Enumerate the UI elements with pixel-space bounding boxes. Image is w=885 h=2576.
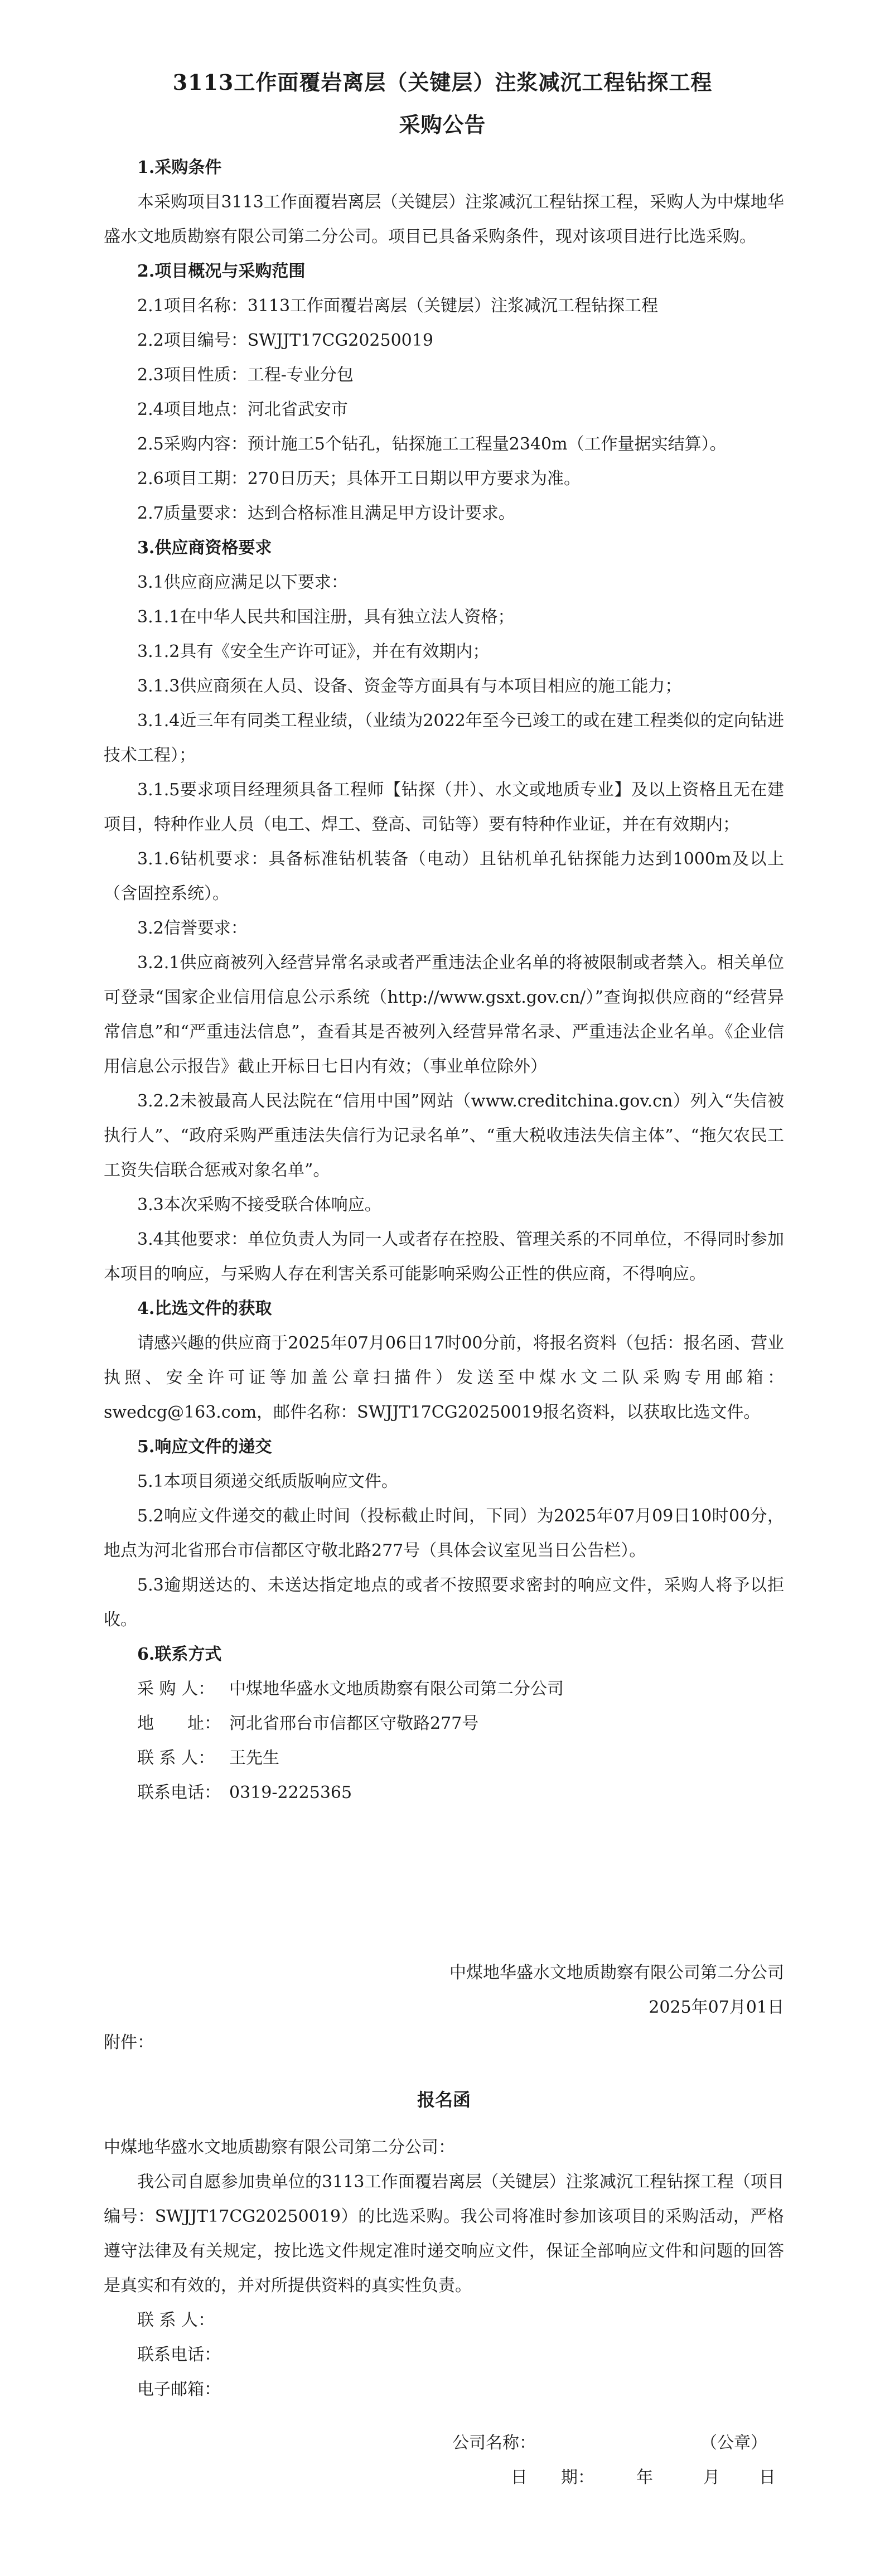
section-1-body: 本采购项目3113工作面覆岩离层（关键层）注浆减沉工程钻探工程，采购人为中煤地华盛水文地质勘察有限公司第二分公司。项目已具备采购条件，现对该项目进行比选采购。 — [104, 192, 784, 247]
requirement-3-1-3: 3.1.3供应商须在人员、设备、资金等方面具有与本项目相应的施工能力； — [137, 676, 682, 696]
annex-title: 报名函 — [417, 2089, 471, 2110]
annex-email-field — [137, 2372, 784, 2407]
address-label: 地 址： — [137, 1714, 221, 1733]
requirement-3-1-5: 3.1.5要求项目经理须具备工程师【钻探（井）、水文或地质专业】及以上资格且无在建项目，特种作业人员（电工、焊工、登高、司钻等）要有特种作业证，并在有效期内； — [104, 780, 784, 834]
section-4-heading: 4.比选文件的获取 — [137, 1299, 272, 1318]
phone-value: 0319-2225365 — [229, 1783, 352, 1802]
section-2-heading: 2.项目概况与采购范围 — [137, 262, 306, 281]
project-location-item: 2.4项目地点：河北省武安市 — [137, 400, 348, 419]
annex-seal-label: （公章） — [700, 2433, 767, 2453]
annex-body: 我公司自愿参加贵单位的3113工作面覆岩离层（关键层）注浆减沉工程钻探工程（项目编号：SWJJT17CG20250019）的比选采购。我公司将准时参加该项目的采购活动，严格遵守法律及有关规定，按比选文件规定准时递交响应文件，保证全部响应文件和问题的回答是真实和有效的，并对所提供资料的真实性负责。 — [104, 2172, 784, 2295]
section-6-heading: 6.联系方式 — [137, 1645, 222, 1664]
section-5-heading: 5.响应文件的递交 — [137, 1437, 272, 1457]
buyer-value: 中煤地华盛水文地质勘察有限公司第二分公司 — [229, 1679, 564, 1699]
requirement-3-4: 3.4其他要求：单位负责人为同一人或者存在控股、管理关系的不同单位，不得同时参加本项目的响应，与采购人存在利害关系可能影响采购公正性的供应商，不得响应。 — [104, 1230, 784, 1284]
buyer-row — [104, 1672, 784, 1707]
section-1-heading: 1.采购条件 — [137, 158, 222, 177]
contact-person-label: 联 系 人： — [137, 1748, 215, 1768]
document-subtitle: 采购公告 — [399, 112, 486, 137]
requirement-3-1-4: 3.1.4近三年有同类工程业绩，（业绩为2022年至今已竣工的或在建工程类似的定向钻进技术工程）； — [104, 711, 784, 765]
annex-day-label: 日 — [759, 2468, 776, 2487]
annex-addressee: 中煤地华盛水文地质勘察有限公司第二分公司： — [104, 2138, 455, 2157]
section-4-body: 请感兴趣的供应商于2025年07月06日17时00分前，将报名资料（包括：报名函、营业执照、安全许可证等加盖公章扫描件）发送至中煤水文二队采购专用邮箱：swedcg@163.com，邮件名称：SWJJT17CG20250019报名资料，以获取比选文件。 — [104, 1333, 784, 1422]
annex-email-label: 电子邮箱： — [137, 2380, 221, 2399]
annex-company-label: 公司名称： — [452, 2433, 536, 2453]
address-row — [104, 1707, 784, 1741]
annex-phone-field — [137, 2338, 784, 2372]
project-duration-item: 2.6项目工期：270日历天；具体开工日期以甲方要求为准。 — [137, 469, 581, 489]
contact-person-row — [104, 1741, 784, 1776]
contact-person-value: 王先生 — [229, 1748, 279, 1768]
requirement-3-2: 3.2信誉要求： — [137, 919, 248, 938]
annex-contact-field — [137, 2303, 784, 2338]
requirement-3-2-2: 3.2.2未被最高人民法院在“信用中国”网站（www.creditchina.gov.cn）列入“失信被执行人”、“政府采购严重违法失信行为记录名单”、“重大税收违法失信主体”、“拖欠农民工工资失信联合惩戒对象名单”。 — [104, 1091, 784, 1180]
requirement-3-1: 3.1供应商应满足以下要求： — [137, 573, 348, 592]
annex-registration-letter — [104, 2026, 784, 2407]
annex-month-label: 月 — [703, 2468, 720, 2487]
signature-date: 2025年07月01日 — [649, 1998, 784, 2017]
submission-5-2: 5.2响应文件递交的截止时间（投标截止时间，下同）为2025年07月09日10时00分，地点为河北省邢台市信都区守敬北路277号（具体会议室见当日公告栏）。 — [104, 1506, 784, 1560]
annex-fields — [104, 2303, 784, 2407]
phone-row — [104, 1776, 784, 1810]
submission-5-3: 5.3逾期送达的、未送达指定地点的或者不按照要求密封的响应文件，采购人将予以拒收。 — [104, 1575, 784, 1630]
submission-5-1: 5.1本项目须递交纸质版响应文件。 — [137, 1472, 398, 1491]
annex-date-label: 日 期： — [511, 2468, 594, 2487]
requirement-3-1-6: 3.1.6钻机要求：具备标准钻机装备（电动）且钻机单孔钻探能力达到1000m及以上（含固控系统）。 — [104, 849, 784, 903]
procurement-content-item: 2.5采购内容：预计施工5个钻孔，钻探施工工程量2340m（工作量据实结算）。 — [137, 434, 727, 454]
section-3-heading: 3.供应商资格要求 — [137, 538, 272, 558]
requirement-3-3: 3.3本次采购不接受联合体响应。 — [137, 1195, 381, 1215]
buyer-label: 采 购 人： — [137, 1679, 215, 1699]
signature-company: 中煤地华盛水文地质勘察有限公司第二分公司 — [449, 1963, 784, 1983]
annex-year-label: 年 — [636, 2468, 653, 2487]
annex-contact-label: 联 系 人： — [137, 2311, 215, 2330]
quality-requirement-item: 2.7质量要求：达到合格标准且满足甲方设计要求。 — [137, 504, 515, 523]
requirement-3-1-2: 3.1.2具有《安全生产许可证》，并在有效期内； — [137, 642, 490, 661]
announcement-body — [104, 151, 784, 1810]
document-title: 3113工作面覆岩离层（关键层）注浆减沉工程钻探工程 — [172, 70, 713, 95]
annex-label: 附件： — [104, 2033, 154, 2052]
annex-phone-label: 联系电话： — [137, 2345, 221, 2365]
address-value: 河北省邢台市信都区守敬路277号 — [229, 1714, 479, 1733]
requirement-3-1-1: 3.1.1在中华人民共和国注册，具有独立法人资格； — [137, 607, 515, 627]
project-number-item: 2.2项目编号：SWJJT17CG20250019 — [137, 331, 433, 350]
project-name-item: 2.1项目名称：3113工作面覆岩离层（关键层）注浆减沉工程钻探工程 — [137, 296, 659, 316]
project-nature-item: 2.3项目性质：工程-专业分包 — [137, 365, 354, 385]
requirement-3-2-1: 3.2.1供应商被列入经营异常名录或者严重违法企业名单的将被限制或者禁入。相关单位可登录“国家企业信用信息公示系统（http://www.gsxt.gov.cn/）”查询拟供应商的“经营异常信息”和“严重违法信息”，查看其是否被列入经营异常名录、严重违法企业名单。《企业信用信息公示报告》截止开标日七日内有效；（事业单位除外） — [104, 953, 784, 1076]
phone-label: 联系电话： — [137, 1783, 221, 1802]
